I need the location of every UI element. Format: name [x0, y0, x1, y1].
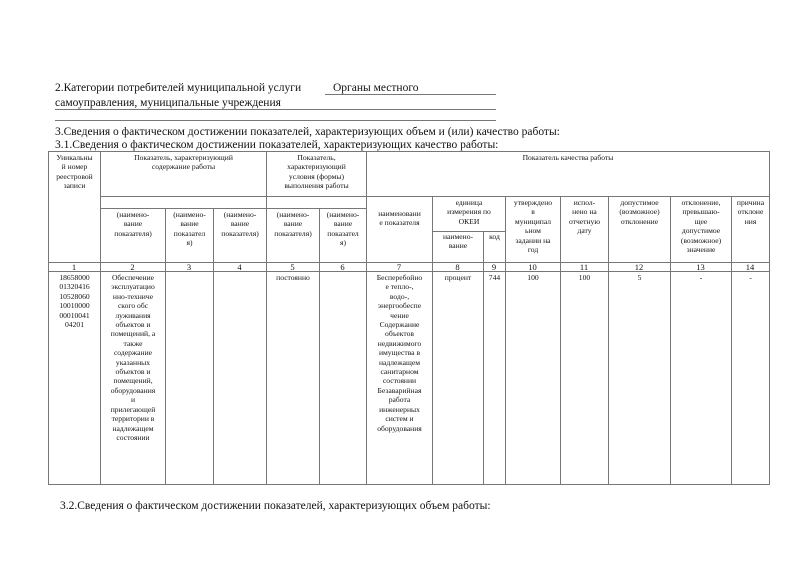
col-num-10: 10 [528, 262, 537, 272]
row-registry: 18658000 01320416 10528060 10010000 00010041 04201 [59, 273, 90, 330]
col-num-9: 9 [491, 262, 497, 272]
col-num-3: 3 [186, 262, 192, 272]
col-num-12: 12 [634, 262, 644, 272]
row-approved: 100 [527, 273, 539, 282]
col-num-4: 4 [237, 262, 242, 272]
header-approved: утверждено в муниципал ьном задании на год [513, 198, 553, 255]
row-unit-code: 744 [488, 273, 501, 282]
header-sub-name-3: (наимено- вание показателя) [221, 210, 259, 238]
row-reason: - [749, 273, 752, 282]
row-executed: 100 [578, 273, 591, 282]
underline-3 [55, 120, 496, 121]
section-3-heading: 3.Сведения о фактическом достижении показателей, характеризующих объем и (или) качество работы: [55, 126, 560, 138]
col-num-8: 8 [455, 262, 460, 272]
header-reason: причина отклоне ния [736, 198, 765, 226]
col-num-5: 5 [290, 262, 295, 272]
header-allowed-deviation: допустимое (возможное) отклонение [619, 198, 660, 226]
header-sub-name-2: (наимено- вание показател я) [173, 210, 206, 248]
col-num-6: 6 [340, 262, 345, 272]
header-sub-name-1: (наимено- вание показателя) [114, 210, 152, 238]
header-unit-group: единица измерения по ОКЕИ [447, 198, 491, 226]
col-num-1: 1 [71, 262, 77, 272]
header-quality-group: Показатель качества работы [522, 153, 614, 162]
header-content-group: Показатель, характеризующий содержание работы [134, 153, 233, 172]
row-allowed-deviation: 5 [637, 273, 642, 282]
section-3-1-heading: 3.1.Сведения о фактическом достижении показателей, характеризующих качество работы: [55, 139, 499, 151]
row-deviation-over: - [699, 273, 703, 282]
header-indicator-name: наименовани е показателя [378, 209, 421, 228]
header-conditions-group: Показатель, характеризующий условия (формы) выполнения работы [284, 153, 349, 191]
col-num-11: 11 [579, 262, 589, 272]
row-unit-name: процент [444, 273, 472, 282]
col-num-2: 2 [130, 262, 135, 272]
col-num-13: 13 [696, 262, 705, 272]
section-3-2-heading: 3.2.Сведения о фактическом достижении показателей, характеризующих объем работы: [60, 500, 491, 512]
row-condition: постоянно [276, 273, 310, 282]
row-content: Обеспечение эксплуатацио нно-техниче ского обс луживания объектов и помещений, а также содержание указанных объектов и помещений, оборудования и прилегающей территории в надлежащем состоянии [110, 273, 156, 442]
header-deviation-over: отклонение, превышаю- щее допустимое (возможное) значение [680, 198, 722, 255]
consumer-category-value-2: самоуправления, муниципальные учреждения [55, 97, 281, 109]
col-num-14: 14 [745, 262, 755, 272]
underline-1 [325, 94, 496, 95]
underline-2 [55, 109, 496, 110]
consumer-category-value-1: Органы местного [333, 82, 419, 94]
header-sub-name-5: (наимено- вание показател я) [326, 210, 360, 248]
row-indicator: Бесперебойно е тепло-, водо-, энергообеспе чение Содержание объектов недвижимого имущества в надлежащем санитарном состоянии Безаварийная работа инженерных систем и оборудования [376, 273, 423, 433]
consumer-category-label: 2.Категории потребителей муниципальной услуги [55, 82, 302, 94]
header-registry: Уникальны й номер реестровой записи [56, 153, 93, 191]
header-executed: испол- нено на отчетную дату [568, 198, 601, 236]
quality-table [48, 151, 770, 484]
header-unit-code: код [489, 232, 500, 241]
header-sub-name-4: (наимено- вание показателя) [274, 210, 312, 238]
header-unit-name: наимено- вание [442, 232, 474, 251]
col-num-7: 7 [396, 262, 402, 272]
